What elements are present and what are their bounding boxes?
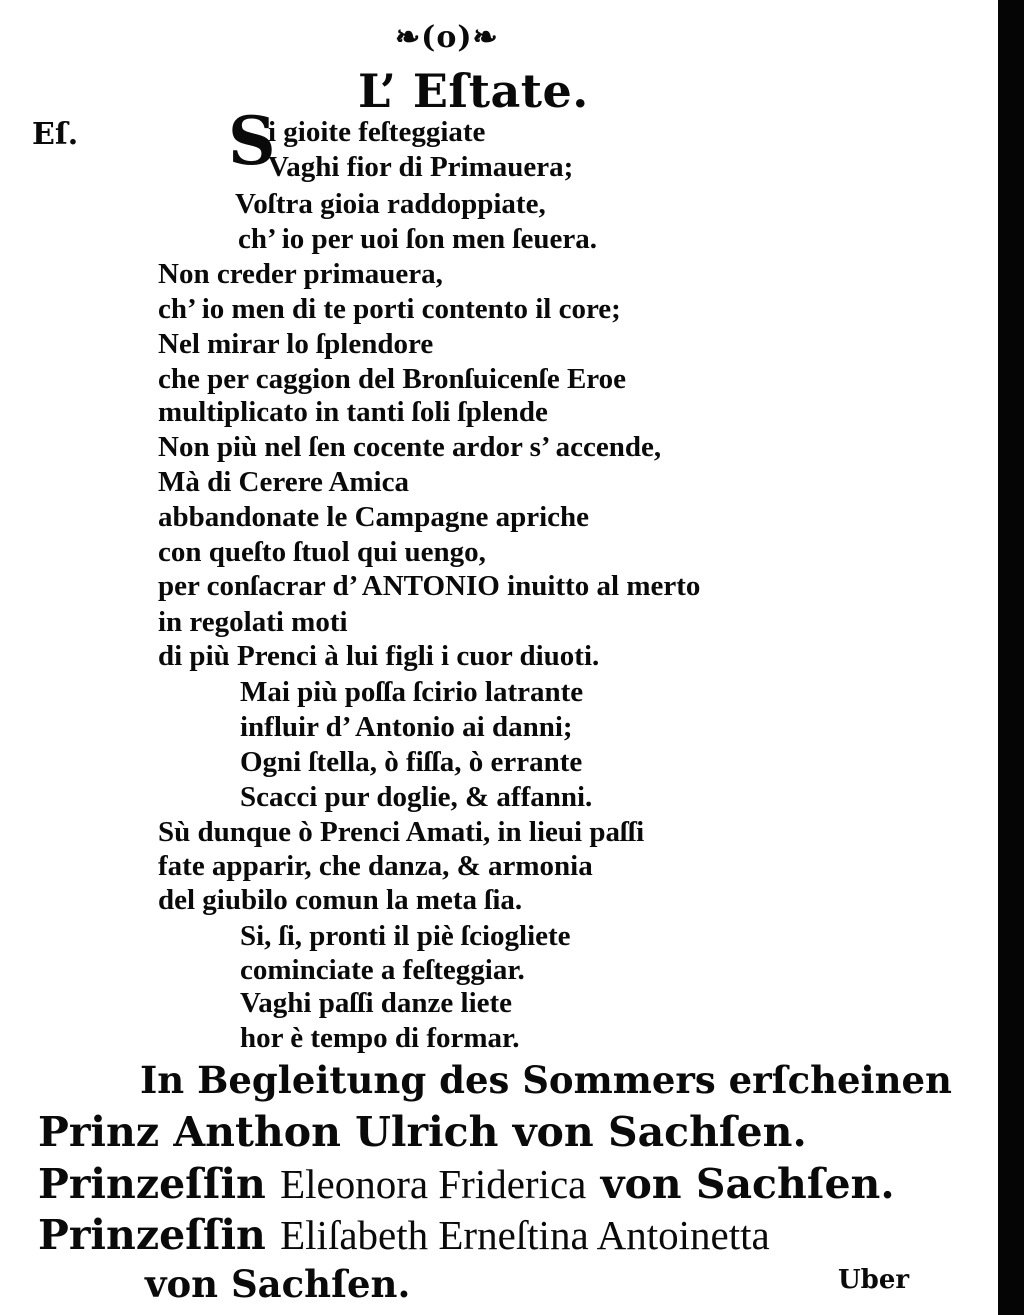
german-house: von Sachſen. [600, 1160, 895, 1208]
verse-line: multiplicato in tanti ſoli ſplende [158, 396, 548, 428]
verse-line: cominciate a feſteggiar. [240, 954, 525, 986]
verse-line: ch’ io per uoi ſon men ſeuera. [238, 223, 597, 255]
verse-line: hor è tempo di formar. [240, 1022, 520, 1054]
verse-line: Non creder primauera, [158, 258, 443, 290]
german-title: Prinzeſſin [38, 1160, 266, 1208]
verse-line: Vaghi fior di Primauera; [268, 151, 574, 183]
german-heading: In Begleitung des Sommers erſcheinen [140, 1058, 952, 1102]
german-name-line [38, 1211, 770, 1259]
verse-line: di più Prenci à lui figli i cuor diuoti. [158, 640, 600, 672]
catchword: Uber [838, 1265, 910, 1295]
verse-line: Nel mirar lo ſplendore [158, 328, 434, 360]
verse-line: Voſtra gioia raddoppiate, [235, 188, 546, 220]
scan-edge [998, 0, 1024, 1315]
verse-line: ch’ io men di te porti contento il core; [158, 293, 621, 325]
verse-line: Sù dunque ò Prenci Amati, in lieui paſſi [158, 816, 645, 848]
verse-line: fate apparir, che danza, & armonia [158, 850, 593, 882]
german-given-names: Eleonora Friderica [280, 1161, 587, 1207]
speaker-label: Eſ. [32, 117, 79, 152]
german-given-names: Eliſabeth Erneſtina Antoinetta [280, 1212, 770, 1258]
verse-line: per conſacrar d’ ANTONIO inuitto al merto [158, 570, 701, 602]
drop-cap: S [228, 102, 276, 180]
verse-line: che per caggion del Bronſuicenſe Eroe [158, 363, 627, 395]
verse-line: Mà di Cerere Amica [158, 466, 409, 498]
verse-line: Si, ſi, pronti il piè ſciogliete [240, 920, 571, 952]
page-title: L’ Eſtate. [358, 64, 589, 118]
verse-line: Ogni ſtella, ò fiſſa, ò errante [240, 746, 583, 778]
verse-line: in regolati moti [158, 606, 348, 638]
verse-line: influir d’ Antonio ai danni; [240, 711, 573, 743]
header-ornament: ❧(o)❧ [395, 20, 499, 55]
verse-line: Mai più poſſa ſcirio latrante [240, 676, 584, 708]
verse-line: i gioite feſteggiate [268, 116, 486, 148]
verse-line: Vaghi paſſi danze liete [240, 987, 513, 1019]
verse-line: con queſto ſtuol qui uengo, [158, 536, 486, 568]
verse-line: Scacci pur doglie, & affanni. [240, 781, 593, 813]
german-name-line [38, 1160, 895, 1208]
verse-line: del giubilo comun la meta ſia. [158, 884, 523, 916]
german-house-line: von Sachſen. [145, 1262, 411, 1306]
german-name-line: Prinz Anthon Ulrich von Sachſen. [38, 1108, 807, 1156]
german-title: Prinzeſſin [38, 1211, 266, 1259]
verse-line: abbandonate le Campagne apriche [158, 501, 590, 533]
verse-line: Non più nel ſen cocente ardor s’ accende, [158, 431, 662, 463]
